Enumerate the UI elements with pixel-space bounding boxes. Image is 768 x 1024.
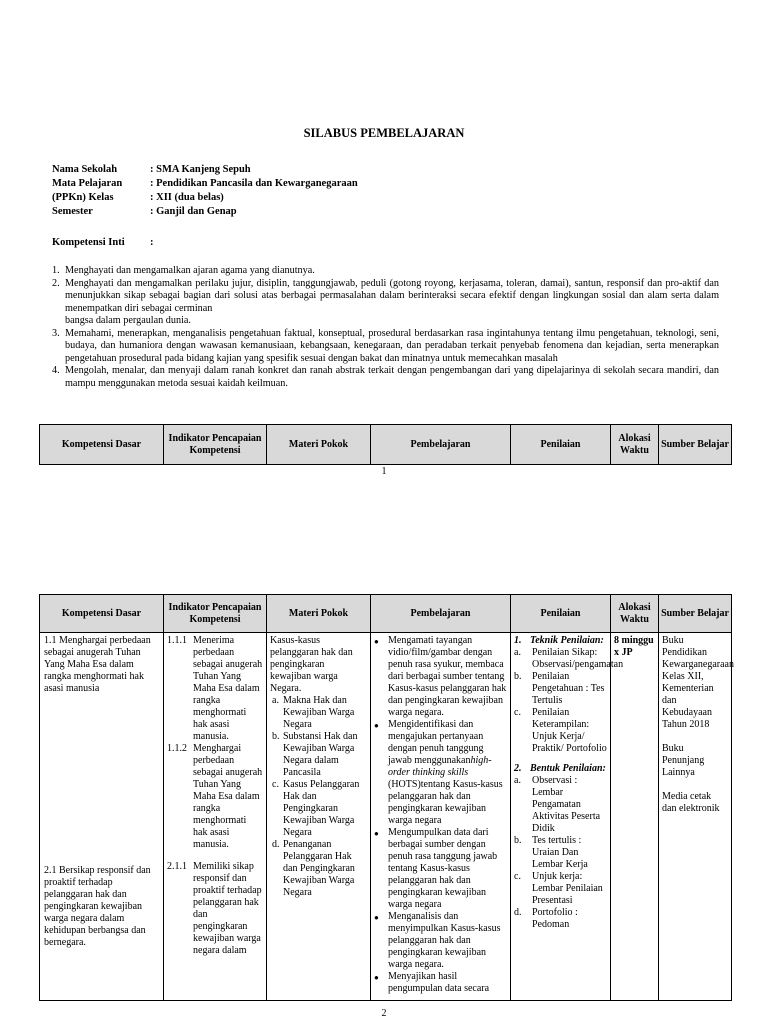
- materi-item: [270, 695, 367, 731]
- penilaian-item: [514, 775, 607, 835]
- sumber-item: Buku Pendidikan Kewarganegaraan Kelas XII, Kementerian dan Kebudayaan Tahun 2018: [662, 635, 734, 730]
- pembelajaran-item: [374, 827, 507, 911]
- penilaian-text: Observasi : Lembar Pengamatan Aktivitas Peserta Didik: [532, 775, 601, 834]
- indikator-text: Menghargai perbedaan sebagai anugerah Tuhan Yang Maha Esa dalam rangka menghormati hak asasi manusia.: [193, 743, 263, 850]
- indikator-text: Memiliki sikap responsif dan proaktif terhadap pelanggaran hak dan pengingkaran kewajiban warga negara dalam: [193, 861, 262, 956]
- materi-label: c.: [272, 779, 279, 790]
- cell-indikator: [164, 633, 267, 1001]
- header-sumber-belajar: Sumber Belajar: [659, 425, 732, 465]
- penilaian-label: b.: [514, 671, 522, 682]
- header-indikator: Indikator Pencapaian Kompetensi: [164, 595, 267, 633]
- info-label: Mata Pelajaran: [52, 178, 123, 189]
- cell-kompetensi-dasar: [40, 633, 164, 1001]
- page-number: 1: [381, 466, 387, 477]
- info-value: : SMA Kanjeng Sepuh: [150, 164, 251, 175]
- indikator-item: [167, 861, 263, 957]
- info-label: (PPKn) Kelas: [52, 192, 114, 203]
- alokasi-text: 8 minggu x JP: [614, 635, 654, 658]
- header-indikator: Indikator Pencapaian Kompetensi: [164, 425, 267, 465]
- bullet-icon: ●: [374, 637, 379, 646]
- pembelajaran-text: Menganalisis dan menyimpulkan Kasus-kasus pelanggaran hak dan pengingkaran kewajiban warga negara.: [388, 911, 501, 970]
- pembelajaran-item: [374, 719, 507, 827]
- penilaian-item: [514, 871, 607, 907]
- penilaian-item: [514, 907, 607, 931]
- materi-label: b.: [272, 731, 280, 742]
- materi-text: Penanganan Pelanggaran Hak dan Pengingkaran Kewajiban Warga Negara: [283, 839, 355, 898]
- sumber-item: Media cetak dan elektronik: [662, 791, 720, 814]
- ki-text: Memahami, menerapkan, menganalisis pengetahuan faktual, konseptual, prosedural berdasarkan rasa ingintahunya tentang ilmu pengetahuan, teknologi, seni, budaya, dan humaniora dengan wawasan kemanusiaan, kebangsaan, kenegaraan, dan peradaban terkait penyebab fenomena dan kejadian, serta menerapkan pengetahuan prosedural pada bidang kajian yang spesifik sesuai dengan bakat dan minatnya untuk memecahkan masalah: [65, 327, 719, 364]
- header-materi-pokok: Materi Pokok: [267, 425, 371, 465]
- info-kompetensi-inti: [52, 237, 154, 250]
- syllabus-table: [39, 594, 732, 1001]
- indikator-number: 1.1.2: [167, 743, 187, 754]
- header-pembelajaran: Pembelajaran: [371, 425, 511, 465]
- indikator-number: 1.1.1: [167, 635, 187, 646]
- materi-label: d.: [272, 839, 280, 850]
- syllabus-table-header-page1: [39, 424, 732, 465]
- penilaian-text: Penilaian Pengetahuan : Tes Tertulis: [532, 671, 605, 706]
- penilaian-label: d.: [514, 907, 522, 918]
- header-materi-pokok: Materi Pokok: [267, 595, 371, 633]
- table-header-row: [40, 595, 732, 633]
- bullet-icon: ●: [374, 721, 379, 730]
- ki-text: Menghayati dan mengamalkan ajaran agama yang dianutnya.: [65, 265, 315, 276]
- ki-item: [52, 365, 719, 390]
- pembelajaran-italic: high-order thinking skills: [388, 755, 492, 778]
- penilaian-label: a.: [514, 775, 521, 786]
- ki-text: Menghayati dan mengamalkan perilaku jujur, disiplin, tanggungjawab, peduli (gotong royong, kerjasama, toleran, damai), santun, responsif dan pro-aktif dan menunjukkan sikap sebagai bagian dari solusi atas berbagai permasalahan dalam berinteraksi secara efektif dengan lingkungan sosial dan alam serta dalam menempatkan diri sebagai cerminan: [65, 277, 719, 314]
- pembelajaran-text: Mengamati tayangan vidio/film/gambar dengan penuh rasa syukur, membaca dari berbagai sumber tentang Kasus-kasus pelanggaran hak dan pengingkaran kewajiban warga negara.: [388, 635, 507, 718]
- info-label: Semester: [52, 206, 93, 217]
- info-label: Kompetensi Inti: [52, 237, 125, 248]
- indikator-item: [167, 743, 263, 851]
- materi-text: Kasus Pelanggaran Hak dan Pengingkaran Kewajiban Warga Negara: [283, 779, 360, 838]
- ki-text: bangsa dalam pergaulan dunia.: [65, 315, 191, 327]
- materi-intro: Kasus-kasus pelanggaran hak dan pengingkaran kewajiban warga Negara.: [270, 635, 353, 694]
- indikator-text: Menerima perbedaan sebagai anugerah Tuhan Yang Maha Esa dalam rangka menghormati hak asasi manusia.: [193, 635, 263, 742]
- pembelajaran-list: [374, 635, 507, 995]
- pembelajaran-text: (HOTS)tentang Kasus-kasus pelanggaran hak dan pengingkaran kewajiban warga negara: [388, 779, 503, 826]
- penilaian-heading-text: Bentuk Penilaian:: [530, 763, 606, 774]
- materi-text: Makna Hak dan Kewajiban Warga Negara: [283, 695, 355, 730]
- penilaian-bentuk-heading: [514, 763, 607, 775]
- info-kelas: [52, 192, 224, 205]
- penilaian-item: [514, 671, 607, 707]
- penilaian-item: [514, 647, 624, 671]
- penilaian-heading-number: 1.: [514, 635, 522, 646]
- ki-item: [52, 278, 719, 328]
- header-kompetensi-dasar: Kompetensi Dasar: [40, 595, 164, 633]
- cell-pembelajaran: [371, 633, 511, 1001]
- header-alokasi-waktu: Alokasi Waktu: [611, 425, 659, 465]
- materi-item: [270, 779, 367, 839]
- bullet-icon: ●: [374, 829, 379, 838]
- pembelajaran-item: [374, 911, 507, 971]
- header-sumber-belajar: Sumber Belajar: [659, 595, 732, 633]
- penilaian-text: Tes tertulis : Uraian Dan Lembar Kerja: [532, 835, 588, 870]
- bullet-icon: ●: [374, 913, 379, 922]
- info-value: : Pendidikan Pancasila dan Kewarganegaraan: [150, 178, 358, 189]
- header-alokasi-waktu: Alokasi Waktu: [611, 595, 659, 633]
- penilaian-label: c.: [514, 871, 521, 882]
- kompetensi-inti-list: [52, 265, 719, 390]
- cell-sumber-belajar: [659, 633, 732, 1001]
- penilaian-text: Penilaian Sikap: Observasi/pengamatan: [532, 647, 624, 670]
- header-penilaian: Penilaian: [511, 595, 611, 633]
- header-pembelajaran: Pembelajaran: [371, 595, 511, 633]
- info-mata-pelajaran: [52, 178, 358, 191]
- ki-number: 3.: [52, 327, 60, 339]
- penilaian-heading-number: 2.: [514, 763, 522, 774]
- penilaian-text: Penilaian Keterampilan: Unjuk Kerja/ Praktik/ Portofolio: [532, 707, 607, 754]
- penilaian-text: Unjuk kerja: Lembar Penilaian Presentasi: [532, 871, 603, 906]
- header-kompetensi-dasar: Kompetensi Dasar: [40, 425, 164, 465]
- materi-text: Substansi Hak dan Kewajiban Warga Negara dalam Pancasila: [283, 731, 358, 778]
- table-row: [40, 633, 732, 1001]
- penilaian-heading-text: Teknik Penilaian:: [530, 635, 604, 646]
- cell-alokasi-waktu: [611, 633, 659, 1001]
- penilaian-text: Portofolio : Pedoman: [532, 907, 578, 930]
- indikator-number: 2.1.1: [167, 861, 187, 872]
- header-penilaian: Penilaian: [511, 425, 611, 465]
- bullet-icon: ●: [374, 973, 379, 982]
- pembelajaran-text: Menyajikan hasil pengumpulan data secara: [388, 971, 490, 994]
- materi-list: [270, 695, 367, 899]
- ki-item: [52, 328, 719, 366]
- materi-item: [270, 839, 367, 899]
- cell-penilaian: [511, 633, 624, 1001]
- info-value: : Ganjil dan Genap: [150, 206, 237, 217]
- kd-item: 2.1 Bersikap responsif dan proaktif terhadap pelanggaran hak dan pengingkaran kewajiban warga negara dalam kehidupan berbangsa dan bernegara.: [44, 865, 151, 948]
- sumber-item: Buku Penunjang Lainnya: [662, 743, 705, 778]
- cell-materi-pokok: [267, 633, 371, 1001]
- ki-number: 1.: [52, 265, 60, 276]
- ki-text: Mengolah, menalar, dan menyaji dalam ranah konkret dan ranah abstrak terkait dengan pengembangan dari yang dipelajarinya di sekolah secara mandiri, dan mampu menggunakan metoda sesuai kaidah keilmuan.: [65, 365, 719, 389]
- indikator-item: [167, 635, 263, 743]
- info-value: :: [150, 237, 154, 248]
- info-value: : XII (dua belas): [150, 192, 224, 203]
- materi-item: [270, 731, 367, 779]
- info-semester: [52, 206, 237, 219]
- info-nama-sekolah: [52, 164, 251, 177]
- table-header-row: [40, 425, 732, 465]
- document-title: SILABUS PEMBELAJARAN: [303, 126, 465, 140]
- pembelajaran-text: Mengumpulkan data dari berbagai sumber dengan penuh rasa tanggung jawab tentang Kasus-kasus pelanggaran hak dan pengingkaran kewajiban warga negara: [388, 827, 498, 910]
- penilaian-item: [514, 707, 607, 755]
- penilaian-label: b.: [514, 835, 522, 846]
- penilaian-label: c.: [514, 707, 521, 718]
- info-label: Nama Sekolah: [52, 164, 118, 175]
- ki-number: 2.: [52, 277, 60, 289]
- kd-item: 1.1 Menghargai perbedaan sebagai anugerah Tuhan Yang Maha Esa dalam rangka menghormati hak asasi manusia: [44, 635, 151, 694]
- page-number: 2: [381, 1008, 387, 1019]
- penilaian-item: [514, 835, 607, 871]
- pembelajaran-item: [374, 971, 507, 995]
- ki-item: [52, 265, 719, 278]
- penilaian-teknik-heading: [514, 635, 607, 647]
- pembelajaran-text: Mengidentifikasi dan mengajukan pertanyaan dengan penuh tanggung jawab menggunakan: [388, 719, 484, 766]
- pembelajaran-item: [374, 635, 507, 719]
- materi-label: a.: [272, 695, 279, 706]
- penilaian-label: a.: [514, 647, 521, 658]
- ki-number: 4.: [52, 365, 60, 377]
